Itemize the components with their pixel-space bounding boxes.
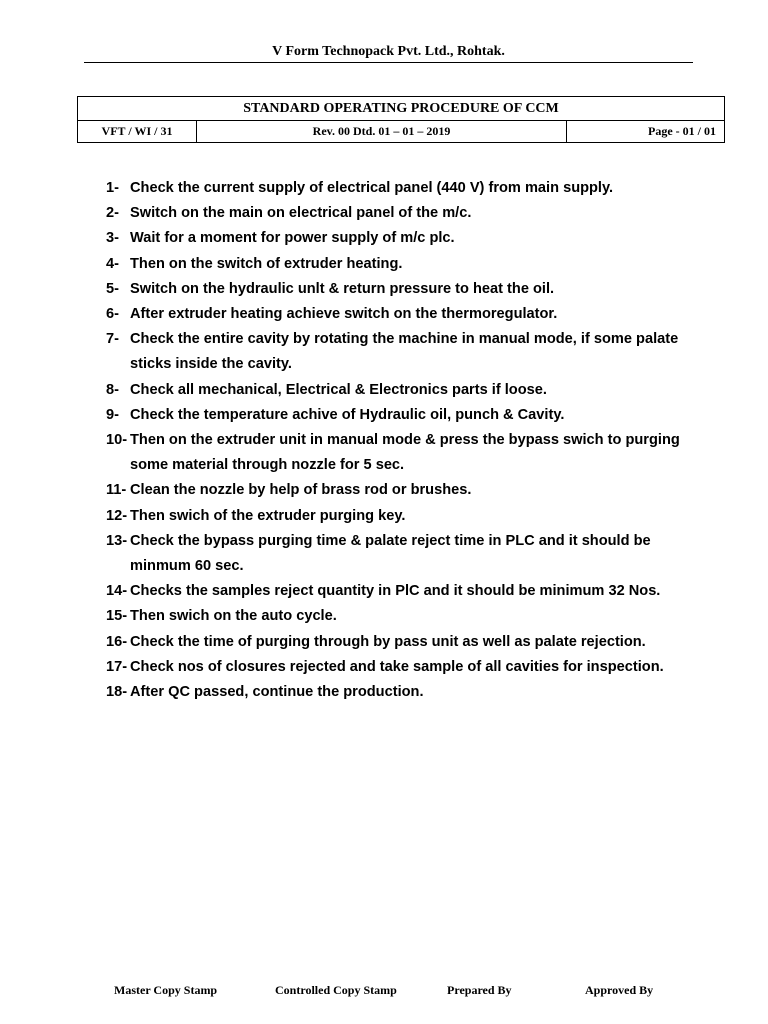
- step-text: Clean the nozzle by help of brass rod or brushes.: [130, 482, 472, 499]
- step-number: 11-: [106, 482, 127, 499]
- step-text: After QC passed, continue the production.: [130, 684, 424, 701]
- company-divider: [84, 62, 693, 63]
- procedure-step: [106, 403, 706, 428]
- procedure-step: [106, 680, 706, 705]
- revision-date: Rev. 00 Dtd. 01 – 01 – 2019: [197, 121, 567, 143]
- step-number: 8-: [106, 381, 119, 398]
- signature-footer: [0, 983, 768, 999]
- procedure-step: [106, 579, 706, 604]
- procedure-step: [106, 252, 706, 277]
- step-text: Check nos of closures rejected and take sample of all cavities for inspection.: [130, 658, 664, 675]
- step-text: Switch on the main on electrical panel of the m/c.: [130, 205, 472, 222]
- step-number: 5-: [106, 280, 119, 297]
- step-number: 13-: [106, 532, 128, 549]
- procedure-step: [106, 655, 706, 680]
- step-number: 1-: [106, 180, 119, 196]
- company-name: V Form Technopack Pvt. Ltd., Rohtak.: [272, 44, 505, 59]
- procedure-step: [106, 201, 706, 226]
- step-text: Check the current supply of electrical panel (440 V) from main supply.: [130, 180, 614, 196]
- document-title: STANDARD OPERATING PROCEDURE OF CCM: [78, 97, 725, 121]
- step-text: Then swich on the auto cycle.: [130, 608, 337, 625]
- prepared-by-label: Prepared By: [447, 983, 512, 997]
- step-text: Switch on the hydraulic unlt & return pressure to heat the oil.: [130, 280, 555, 297]
- procedure-step: [106, 428, 706, 478]
- master-copy-stamp-label: Master Copy Stamp: [114, 983, 218, 997]
- step-number: 16-: [106, 633, 128, 650]
- procedure-step: [106, 277, 706, 302]
- step-number: 7-: [106, 331, 119, 348]
- step-text: Check the bypass purging time & palate reject time in PLC and it should be minmum 60 sec.: [130, 532, 651, 575]
- step-number: 14-: [106, 583, 128, 600]
- page-number: Page - 01 / 01: [567, 121, 725, 143]
- step-number: 17-: [106, 658, 128, 675]
- step-text: Then on the extruder unit in manual mode & press the bypass swich to purging some material through nozzle for 5 sec.: [130, 432, 680, 474]
- step-number: 10-: [106, 432, 128, 449]
- controlled-copy-stamp-label: Controlled Copy Stamp: [275, 983, 397, 997]
- step-number: 15-: [106, 608, 128, 625]
- step-number: 18-: [106, 684, 128, 701]
- step-text: Check the temperature achive of Hydraulic oil, punch & Cavity.: [130, 406, 565, 423]
- step-text: Checks the samples reject quantity in PlC and it should be minimum 32 Nos.: [130, 583, 661, 600]
- procedure-step: [106, 630, 706, 655]
- step-number: 6-: [106, 306, 119, 323]
- document-number: VFT / WI / 31: [78, 121, 197, 143]
- procedure-step: [106, 478, 706, 503]
- procedure-step: [106, 327, 706, 377]
- step-text: After extruder heating achieve switch on the thermoregulator.: [130, 306, 558, 323]
- step-number: 2-: [106, 205, 119, 222]
- step-number: 4-: [106, 255, 119, 272]
- step-text: Wait for a moment for power supply of m/c plc.: [130, 230, 455, 247]
- step-number: 3-: [106, 230, 119, 247]
- procedure-step: [106, 226, 706, 251]
- procedure-step: [106, 604, 706, 629]
- step-number: 9-: [106, 406, 119, 423]
- step-text: Then swich of the extruder purging key.: [130, 507, 406, 524]
- document-header-table: [77, 96, 725, 143]
- step-text: Check the time of purging through by pass unit as well as palate rejection.: [130, 633, 646, 650]
- procedure-step: [106, 378, 706, 403]
- procedure-steps: [106, 176, 706, 705]
- approved-by-label: Approved By: [585, 983, 654, 997]
- procedure-step: [106, 302, 706, 327]
- step-number: 12-: [106, 507, 128, 524]
- step-text: Check the entire cavity by rotating the machine in manual mode, if some palate sticks inside the cavity.: [130, 331, 679, 373]
- step-text: Then on the switch of extruder heating.: [130, 255, 403, 272]
- procedure-step: [106, 529, 706, 579]
- procedure-step: [106, 176, 706, 201]
- procedure-step: [106, 504, 706, 529]
- step-text: Check all mechanical, Electrical & Electronics parts if loose.: [130, 381, 547, 398]
